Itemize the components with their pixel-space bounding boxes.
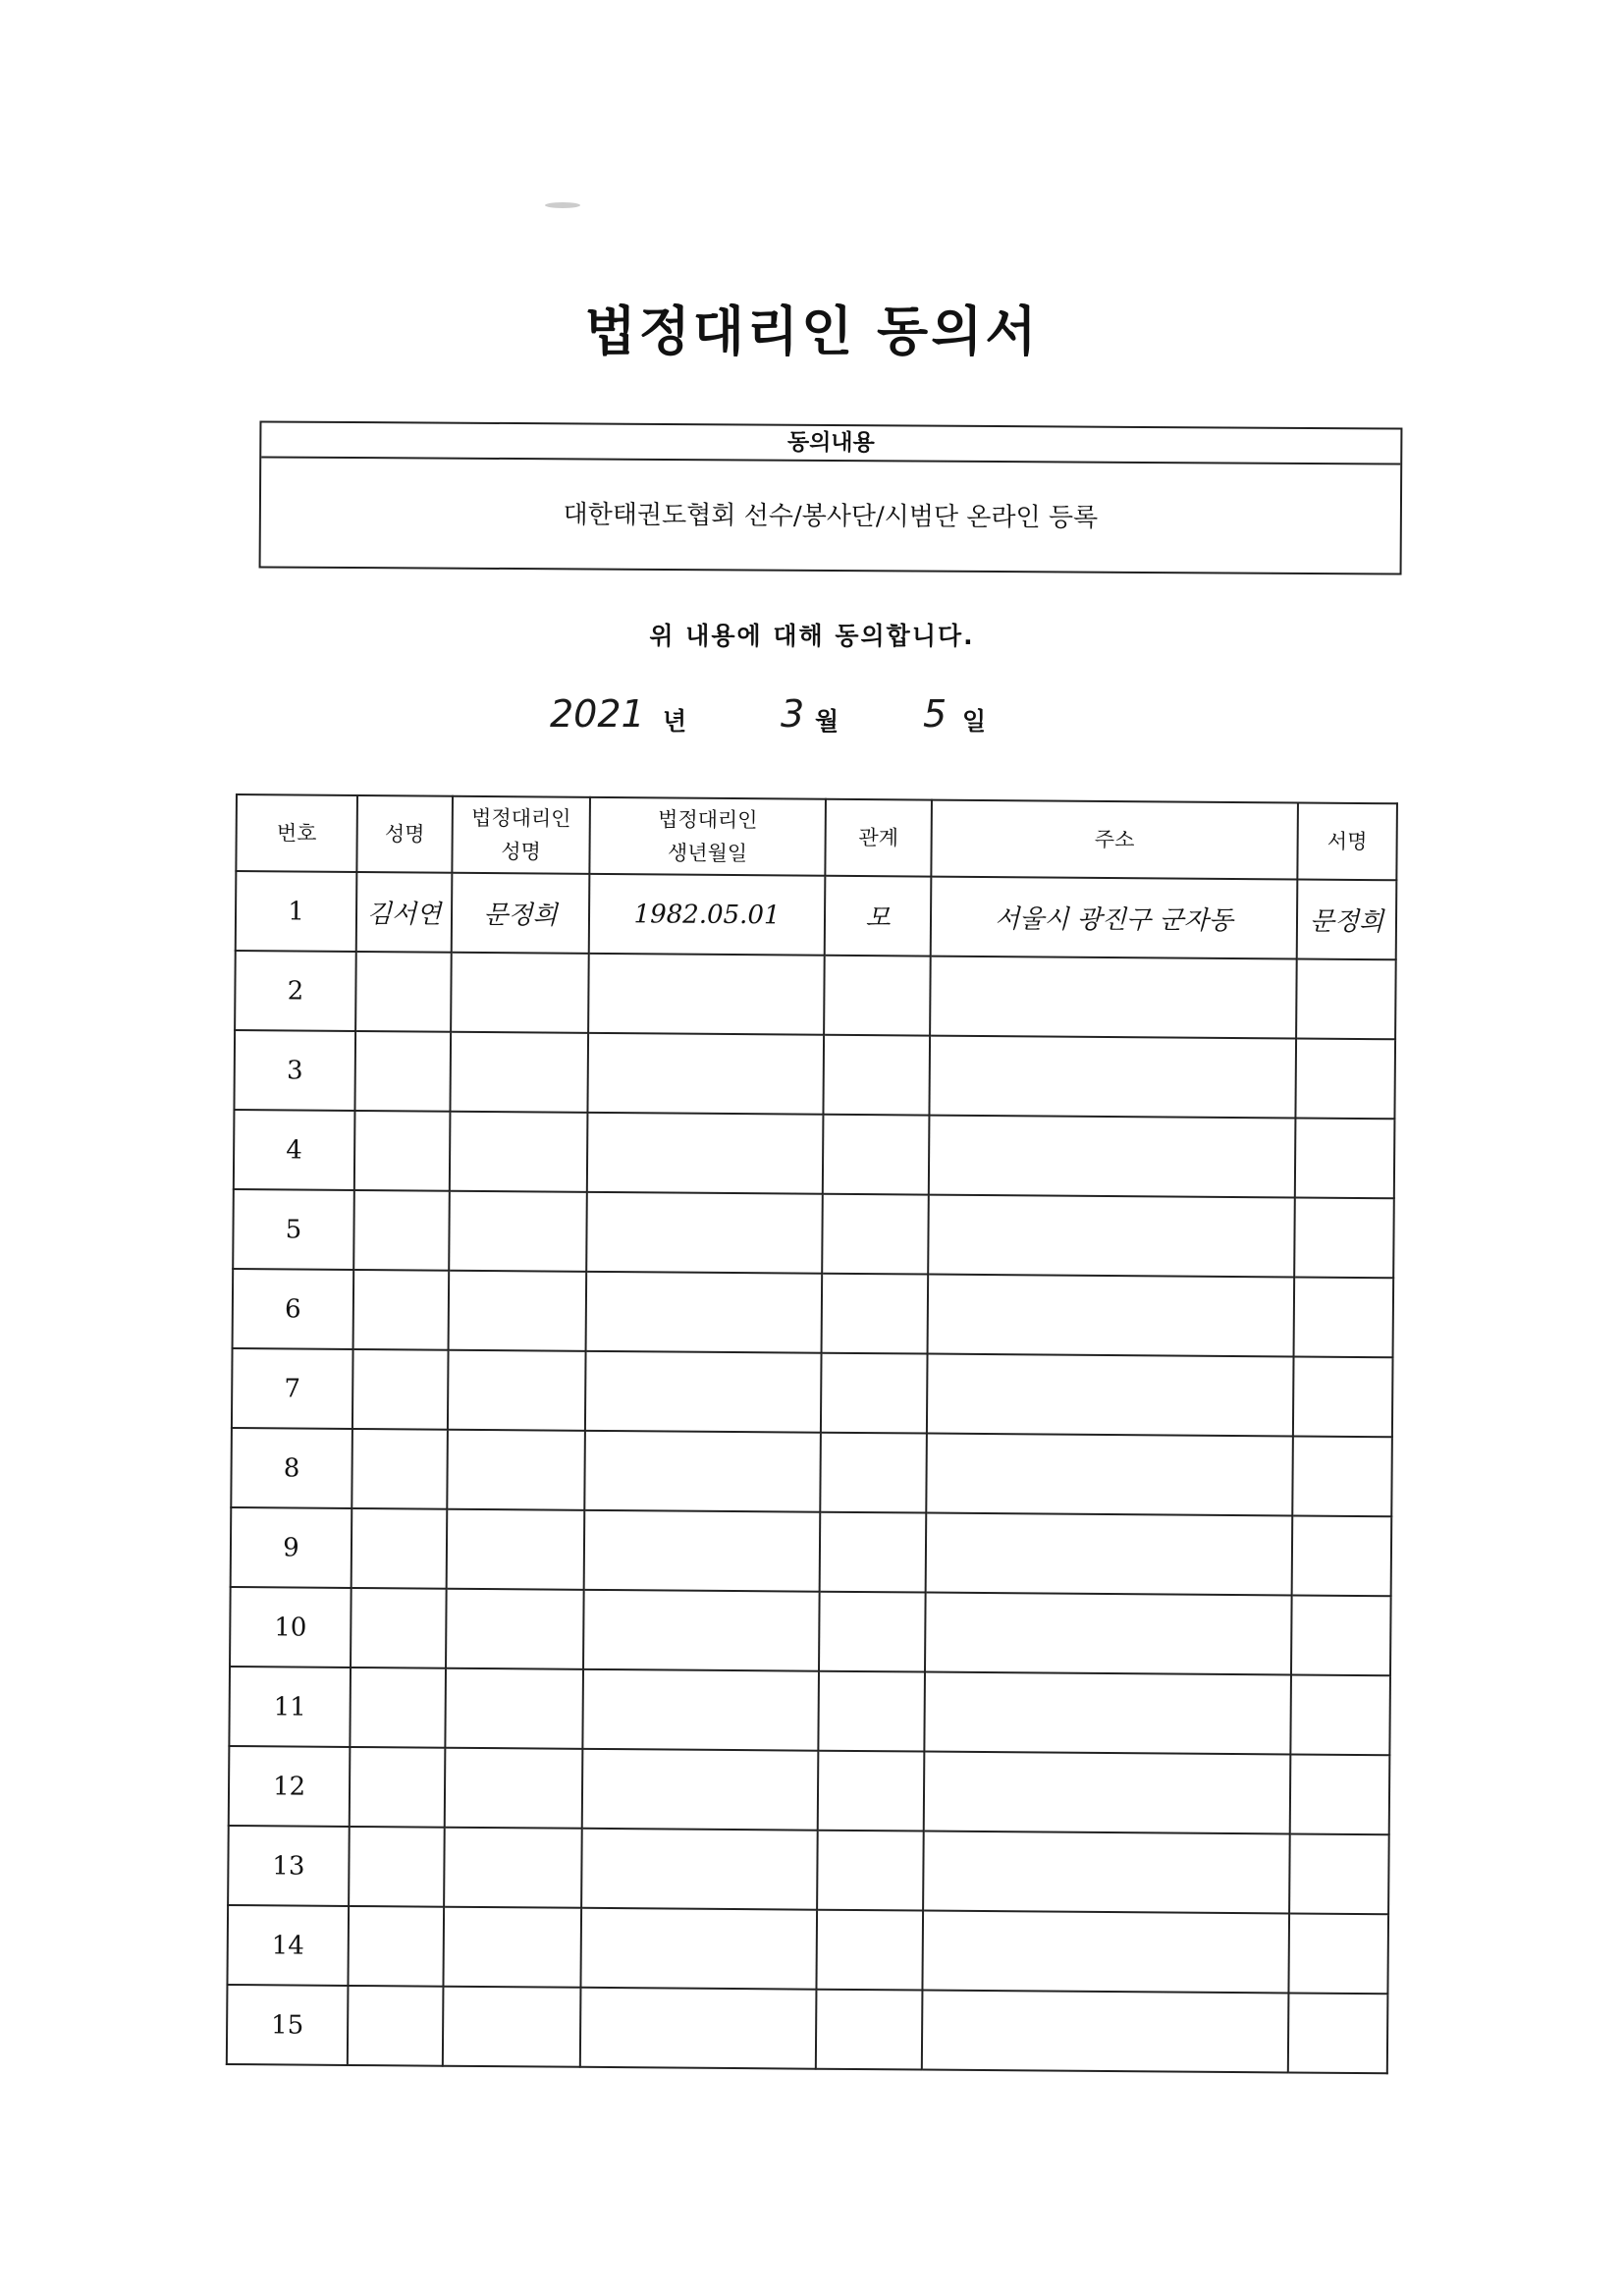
cell-signature [1290, 1754, 1390, 1834]
table-row [231, 1428, 1392, 1516]
cell-address [928, 1195, 1295, 1278]
cell-relation [823, 1035, 930, 1116]
cell-name [352, 1429, 448, 1509]
cell-guardian-name [451, 953, 589, 1033]
cell-address [927, 1354, 1294, 1437]
date-line [530, 692, 1041, 751]
cell-relation [819, 1592, 926, 1672]
cell-relation [824, 956, 931, 1036]
cell-name [354, 1111, 451, 1191]
table-row [236, 871, 1397, 959]
cell-no: 5 [233, 1189, 354, 1270]
header-name: 성명 [356, 795, 453, 873]
cell-relation [822, 1274, 929, 1354]
cell-name [350, 1747, 446, 1828]
table-row [230, 1587, 1391, 1675]
cell-relation [817, 1831, 924, 1911]
table-row [233, 1269, 1394, 1357]
table-row [227, 1985, 1388, 2073]
table-row [229, 1746, 1390, 1834]
cell-signature [1288, 1993, 1388, 2073]
scan-speck [545, 202, 580, 208]
header-guardian-birth [589, 797, 826, 876]
date-month: 3 [781, 692, 805, 736]
table-body [227, 871, 1397, 2073]
cell-relation [822, 1194, 929, 1275]
cell-no: 15 [227, 1985, 349, 2065]
cell-no: 6 [233, 1269, 354, 1349]
header-guardian-birth-line2: 생년월일 [667, 841, 748, 866]
cell-address [928, 1275, 1295, 1357]
cell-guardian-name [449, 1271, 587, 1351]
header-guardian-name-line2: 성명 [501, 840, 541, 864]
cell-guardian-birth [582, 1669, 819, 1751]
cell-signature [1294, 1197, 1394, 1278]
cell-no: 11 [229, 1667, 351, 1747]
cell-relation [816, 1910, 923, 1991]
cell-no: 12 [229, 1746, 351, 1827]
cell-name [353, 1270, 450, 1350]
cell-guardian-name [444, 1828, 582, 1908]
cell-guardian-name [447, 1430, 585, 1510]
cell-no: 3 [234, 1030, 355, 1111]
table-row [231, 1507, 1392, 1596]
cell-guardian-birth [587, 1033, 824, 1115]
cell-guardian-birth [586, 1272, 823, 1353]
cell-guardian-birth [586, 1192, 823, 1274]
cell-guardian-name [443, 1907, 581, 1988]
cell-guardian-name [445, 1748, 583, 1829]
consent-box [259, 420, 1403, 574]
cell-signature [1296, 958, 1396, 1039]
table-row [235, 951, 1396, 1039]
cell-name [351, 1588, 447, 1668]
table-row [232, 1348, 1393, 1437]
cell-guardian-birth [588, 954, 825, 1035]
cell-guardian-birth [580, 1908, 817, 1990]
cell-signature [1292, 1436, 1392, 1516]
cell-guardian-name: 문정희 [452, 873, 590, 954]
cell-relation [820, 1512, 927, 1593]
cell-signature [1291, 1595, 1391, 1675]
date-day: 5 [923, 692, 947, 736]
consent-text: 대한태권도협회 선수/봉사단/시범단 온라인 등록 [563, 500, 1099, 533]
cell-address [922, 1911, 1289, 1994]
header-no: 번호 [236, 794, 357, 872]
cell-relation [818, 1751, 925, 1831]
table-row [227, 1905, 1388, 1994]
cell-address [925, 1593, 1292, 1675]
cell-no: 9 [231, 1507, 352, 1588]
cell-relation [820, 1433, 927, 1513]
cell-no: 7 [232, 1348, 353, 1429]
cell-guardian-name [447, 1509, 585, 1590]
cell-no: 14 [227, 1905, 349, 1986]
cell-signature [1290, 1674, 1390, 1755]
cell-relation [821, 1353, 928, 1434]
cell-guardian-birth [587, 1113, 824, 1194]
cell-guardian-birth [581, 1829, 818, 1910]
registration-table-wrapper [226, 793, 1396, 2074]
cell-address [929, 1036, 1296, 1119]
cell-guardian-birth [585, 1351, 822, 1433]
header-guardian-name [452, 796, 590, 874]
header-guardian-birth-line1: 법정대리인 [657, 807, 758, 833]
cell-address [922, 1991, 1289, 2073]
date-day-unit: 일 [962, 707, 987, 736]
registration-table [226, 793, 1398, 2074]
cell-no: 1 [236, 871, 357, 952]
cell-relation [816, 1990, 923, 2070]
cell-relation [818, 1671, 925, 1752]
cell-signature [1289, 1833, 1389, 1914]
cell-guardian-name [448, 1350, 586, 1431]
cell-guardian-birth [580, 1988, 817, 2069]
cell-name [348, 1906, 444, 1987]
cell-address [930, 957, 1297, 1039]
cell-guardian-name [446, 1589, 584, 1669]
cell-signature [1295, 1118, 1395, 1198]
header-relation: 관계 [825, 799, 932, 877]
cell-no: 13 [228, 1826, 350, 1906]
header-guardian-name-line1: 법정대리인 [470, 805, 571, 831]
cell-address [923, 1831, 1290, 1914]
cell-name [353, 1190, 450, 1271]
header-signature: 서명 [1297, 802, 1397, 880]
cell-guardian-birth [583, 1590, 820, 1671]
cell-relation [823, 1115, 930, 1195]
table-row [234, 1030, 1395, 1119]
cell-name [352, 1349, 449, 1430]
cell-address [926, 1513, 1293, 1596]
date-year-unit: 년 [663, 707, 687, 736]
table-row [229, 1667, 1390, 1755]
table-header-row [236, 794, 1397, 880]
table-row [234, 1110, 1395, 1198]
cell-address [924, 1752, 1291, 1834]
cell-name [355, 952, 452, 1032]
cell-guardian-name [450, 1112, 588, 1192]
date-year: 2021 [550, 692, 645, 736]
cell-guardian-birth [582, 1749, 819, 1831]
cell-no: 10 [230, 1587, 352, 1667]
cell-signature [1294, 1277, 1394, 1357]
cell-guardian-birth [584, 1510, 821, 1592]
cell-signature [1293, 1356, 1393, 1437]
cell-relation: 모 [825, 876, 932, 957]
cell-no: 4 [234, 1110, 355, 1190]
document-title: 법정대리인 동의서 [584, 301, 1040, 362]
table-row [233, 1189, 1394, 1278]
cell-guardian-name [449, 1191, 587, 1272]
cell-name [350, 1667, 446, 1748]
date-month-unit: 월 [815, 707, 839, 736]
consent-statement: 위 내용에 대해 동의합니다. [649, 622, 975, 650]
cell-address [924, 1672, 1291, 1755]
cell-no: 2 [235, 951, 356, 1031]
cell-signature: 문정희 [1297, 879, 1397, 959]
cell-signature [1292, 1515, 1392, 1596]
cell-guardian-name [445, 1668, 583, 1749]
cell-signature [1295, 1038, 1395, 1119]
consent-header: 동의내용 [261, 422, 1400, 465]
cell-signature [1288, 1913, 1388, 1994]
cell-name [354, 1031, 451, 1112]
table-row [228, 1826, 1389, 1914]
cell-no: 8 [231, 1428, 352, 1508]
cell-guardian-birth: 1982.05.01 [589, 874, 826, 956]
cell-guardian-birth [584, 1431, 821, 1512]
header-address: 주소 [931, 800, 1298, 880]
cell-address [926, 1434, 1293, 1516]
cell-name: 김서연 [356, 872, 453, 953]
cell-name [352, 1508, 448, 1589]
cell-address: 서울시 광진구 군자동 [931, 877, 1298, 959]
cell-name [348, 1986, 444, 2066]
cell-guardian-name [450, 1032, 588, 1113]
cell-address [929, 1116, 1296, 1198]
cell-name [349, 1827, 445, 1907]
cell-guardian-name [443, 1987, 581, 2067]
